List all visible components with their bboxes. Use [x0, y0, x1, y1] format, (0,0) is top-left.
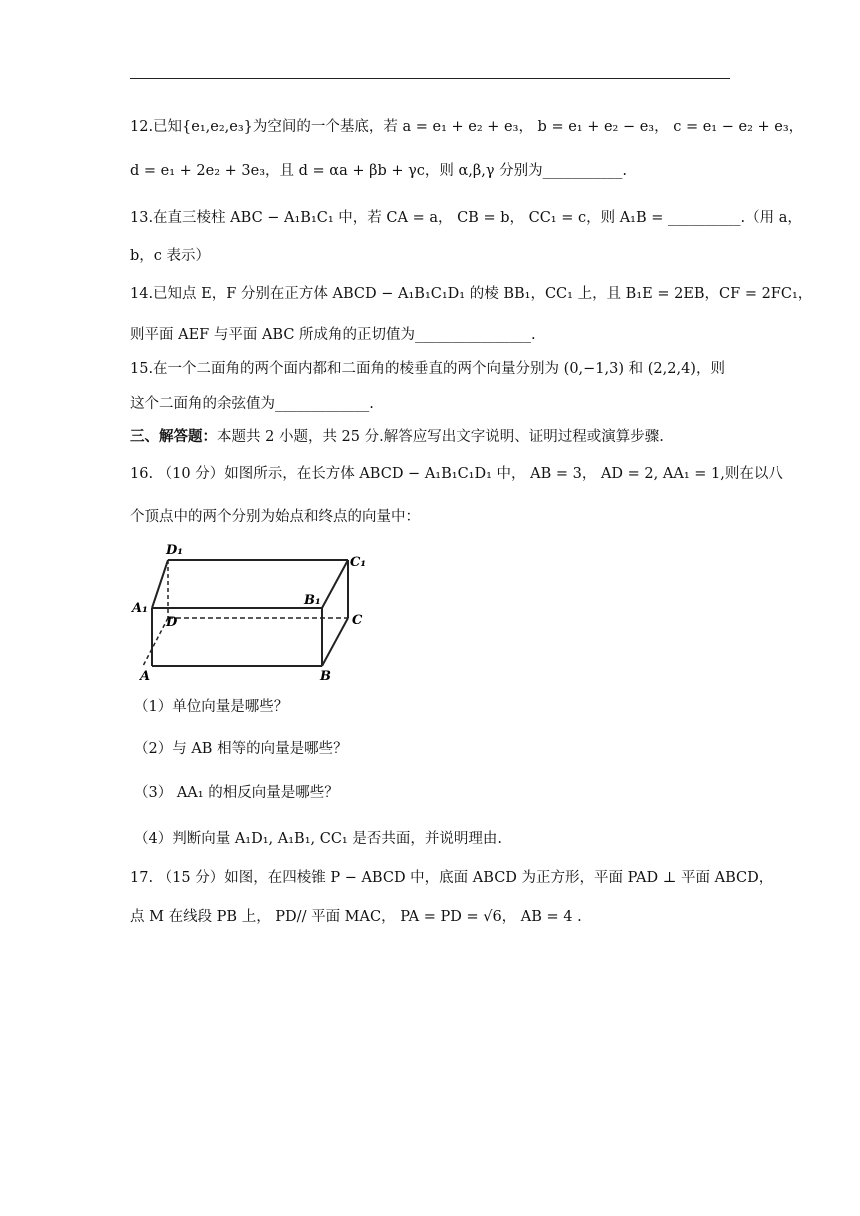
- question-13-line-2: b，c 表示）: [130, 248, 211, 264]
- question-17-line-1: 17. （15 分）如图，在四棱锥 P − ABCD 中，底面 ABCD 为正方形，平面 PAD ⊥ 平面 ABCD，: [130, 870, 774, 886]
- label-D: D: [166, 615, 178, 630]
- label-A1: A₁: [132, 601, 148, 616]
- question-13-line-1: 13.在直三棱柱 ABC − A₁B₁C₁ 中，若 CA = a， CB = b， CC₁ = c，则 A₁B = __________.（用 a，: [130, 210, 802, 226]
- question-16-line-1: 16. （10 分）如图所示，在长方体 ABCD − A₁B₁C₁D₁ 中， AB = 3， AD = 2, AA₁ = 1,则在以八: [130, 466, 783, 482]
- question-14-line-1: 14.已知点 E，F 分别在正方体 ABCD − A₁B₁C₁D₁ 的棱 BB₁，CC₁ 上，且 B₁E = 2EB，CF = 2FC₁，: [130, 286, 813, 302]
- label-D1: D₁: [166, 543, 183, 558]
- question-16-part-1: （1）单位向量是哪些？: [134, 699, 289, 715]
- cuboid-figure: [128, 538, 378, 683]
- question-16-line-2: 个顶点中的两个分别为始点和终点的向量中：: [130, 509, 420, 525]
- question-14-line-2: 则平面 AEF 与平面 ABC 所成角的正切值为________________.: [130, 327, 536, 343]
- section-title: 三、解答题：: [130, 428, 217, 445]
- label-B1: B₁: [304, 593, 321, 608]
- question-16-part-2: （2）与 AB 相等的向量是哪些？: [134, 741, 348, 757]
- question-12-line-2: d = e₁ + 2e₂ + 3e₃，且 d = αa + βb + γc，则 α,β,γ 分别为___________.: [130, 163, 628, 179]
- question-17-line-2: 点 M 在线段 PB 上， PD// 平面 MAC， PA = PD = √6， AB = 4 .: [130, 909, 582, 925]
- question-15-line-1: 15.在一个二面角的两个面内都和二面角的棱垂直的两个向量分别为 (0,−1,3) 和 (2,2,4)，则: [130, 361, 725, 377]
- question-16-part-4: （4）判断向量 A₁D₁, A₁B₁, CC₁ 是否共面，并说明理由.: [134, 831, 502, 847]
- label-C: C: [352, 613, 363, 628]
- question-16-part-3: （3） AA₁ 的相反向量是哪些？: [134, 785, 339, 801]
- question-15-line-2: 这个二面角的余弦值为_____________.: [130, 396, 374, 412]
- section-description: 本题共 2 小题，共 25 分.解答应写出文字说明、证明过程或演算步骤.: [217, 429, 664, 445]
- label-C1: C₁: [350, 555, 367, 570]
- header-rule: [130, 78, 730, 79]
- label-B: B: [320, 669, 331, 683]
- label-A: A: [140, 669, 151, 683]
- question-12-line-1: 12.已知{e₁,e₂,e₃}为空间的一个基底，若 a = e₁ + e₂ + e₃， b = e₁ + e₂ − e₃， c = e₁ − e₂ + e₃，: [130, 119, 804, 135]
- section-heading: [130, 426, 740, 448]
